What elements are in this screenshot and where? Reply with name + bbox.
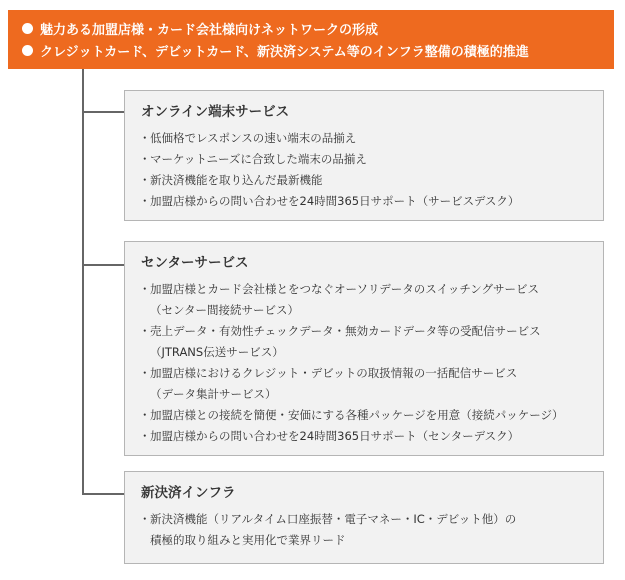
connector-branch-terminal	[82, 111, 124, 113]
circle-bullet-icon	[22, 45, 33, 56]
list-item	[139, 128, 589, 149]
dot-bullet: ・	[139, 173, 151, 187]
circle-bullet-icon	[22, 23, 33, 34]
banner-item-infrastructure	[22, 39, 614, 61]
dot-bullet: ・	[139, 408, 151, 422]
dot-bullet: ・	[139, 152, 151, 166]
list-item	[139, 321, 589, 363]
list-item-text: 加盟店様からの問い合わせを24時間365日サポート（センターデスク）	[150, 429, 520, 443]
list-item-text: 加盟店様におけるクレジット・デビットの取扱情報の一括配信サービス	[150, 366, 518, 380]
connector-branch-payment	[82, 493, 124, 495]
banner-text: 魅力ある加盟店様・カード会社様向けネットワークの形成	[40, 22, 379, 38]
list-item-text: 加盟店様からの問い合わせを24時間365日サポート（サービスデスク）	[150, 194, 520, 208]
section-list	[139, 509, 589, 551]
section-online-terminal	[124, 90, 604, 221]
section-title: センターサービス	[141, 255, 249, 271]
list-item	[139, 509, 589, 551]
connector-branch-center	[82, 264, 124, 266]
list-item	[139, 149, 589, 170]
connector-trunk	[82, 69, 84, 495]
section-title: オンライン端末サービス	[141, 104, 290, 120]
dot-bullet: ・	[139, 429, 151, 443]
list-item	[139, 170, 589, 191]
list-item	[139, 279, 589, 321]
list-item	[139, 191, 589, 212]
list-item-subtext: （JTRANS伝送サービス）	[150, 345, 284, 359]
banner-item-network	[22, 17, 614, 39]
dot-bullet: ・	[139, 194, 151, 208]
list-item-text: 新決済機能（リアルタイム口座振替・電子マネー・IC・デビット他）の	[150, 512, 517, 526]
list-item-text: マーケットニーズに合致した端末の品揃え	[150, 152, 367, 166]
dot-bullet: ・	[139, 282, 151, 296]
list-item-subtext: 積極的取り組みと実用化で業界リード	[150, 533, 346, 547]
list-item-text: 加盟店様との接続を簡便・安価にする各種パッケージを用意（接続パッケージ）	[150, 408, 564, 422]
list-item-text: 低価格でレスポンスの速い端末の品揃え	[150, 131, 357, 145]
list-item-subtext: （データ集計サービス）	[150, 387, 277, 401]
section-title: 新決済インフラ	[141, 485, 236, 501]
list-item	[139, 426, 589, 447]
list-item-text: 新決済機能を取り込んだ最新機能	[150, 173, 323, 187]
section-list	[139, 279, 589, 447]
section-center-service	[124, 241, 604, 456]
list-item	[139, 363, 589, 405]
banner-text: クレジットカード、デビットカード、新決済システム等のインフラ整備の積極的推進	[40, 44, 529, 60]
header-banner	[8, 10, 614, 69]
list-item-subtext: （センター間接続サービス）	[150, 303, 300, 317]
list-item-text: 加盟店様とカード会社様とをつなぐオーソリデータのスイッチングサービス	[150, 282, 540, 296]
section-new-payment-infra	[124, 471, 604, 564]
section-list	[139, 128, 589, 212]
dot-bullet: ・	[139, 512, 151, 526]
dot-bullet: ・	[139, 131, 151, 145]
dot-bullet: ・	[139, 366, 151, 380]
list-item	[139, 405, 589, 426]
list-item-text: 売上データ・有効性チェックデータ・無効カードデータ等の受配信サービス	[150, 324, 541, 338]
dot-bullet: ・	[139, 324, 151, 338]
